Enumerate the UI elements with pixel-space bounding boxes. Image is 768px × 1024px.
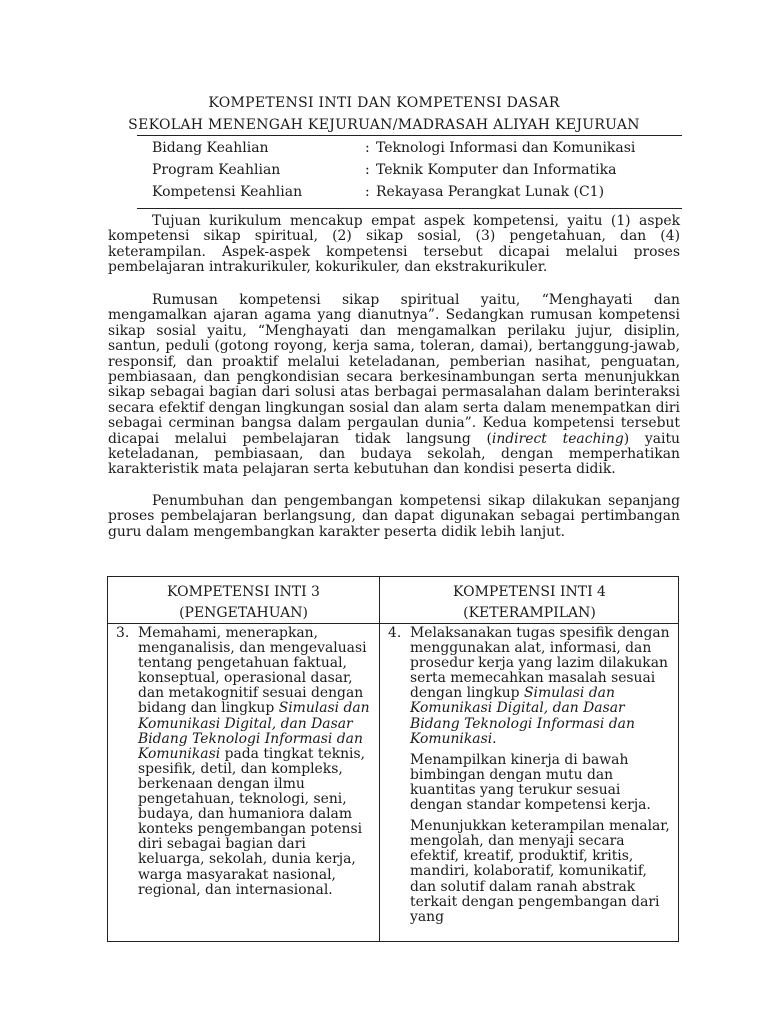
paragraph-text: ) yaitu keteladanan, pembiasaan, dan budaya sekolah, dengan memperhatikan karakteristik mata pelajaran serta kebutuhan dan kondisi peserta didik.	[108, 430, 681, 478]
ki4-header-title: KOMPETENSI INTI 4	[453, 584, 606, 600]
document-subtitle: SEKOLAH MENENGAH KEJURUAN/MADRASAH ALIYAH KEJURUAN	[128, 117, 640, 133]
ki3-number: 3.	[116, 625, 130, 641]
ki4-header	[380, 582, 679, 624]
ki4-number: 4.	[388, 625, 402, 641]
info-value: Teknik Komputer dan Informatika	[376, 162, 617, 178]
info-separator: :	[365, 162, 370, 178]
info-value: Rekayasa Perangkat Lunak (C1)	[376, 184, 605, 200]
info-divider	[137, 208, 682, 209]
top-divider	[137, 135, 682, 136]
ki3-header	[108, 582, 379, 624]
paragraph-tujuan: Tujuan kurikulum mencakup empat aspek kompetensi, yaitu (1) aspek kompetensi sikap spiritual, (2) sikap sosial, (3) pengetahuan, dan (4) keterampilan. Aspek-aspek kompetensi tersebut dicapai melalui proses pembelajaran intrakurikuler, kokurikuler, dan ekstrakurikuler.	[108, 213, 680, 276]
ki4-paragraph	[410, 626, 672, 747]
ki4-italic-scope: Simulasi dan Komunikasi Digital, dan Dasar Bidang Teknologi Informasi dan Komunikasi	[410, 685, 635, 747]
ki3-text	[138, 626, 374, 898]
info-label: Bidang Keahlian	[152, 140, 269, 156]
paragraph-penumbuhan: Penumbuhan dan pengembangan kompetensi sikap dilakukan sepanjang proses pembelajaran berlangsung, dan dapat digunakan sebagai pertimbangan guru dalam mengembangkan karakter peserta didik lebih lanjut.	[108, 493, 680, 540]
ki4-text-part: Melaksanakan tugas spesifik dengan menggunakan alat, informasi, dan prosedur kerja yang lazim dilakukan serta memecahkan masalah sesuai dengan lingkup	[410, 625, 670, 702]
ki3-text-part: Memahami, menerapkan, menganalisis, dan mengevaluasi tentang pengetahuan faktual, konseptual, operasional dasar, dan metakognitif sesuai dengan bidang dan lingkup	[138, 625, 367, 717]
info-separator: :	[365, 140, 370, 156]
ki4-paragraph: Menunjukkan keterampilan menalar, mengolah, dan menyaji secara efektif, kreatif, produktif, kritis, mandiri, kolaboratif, komunikatif, dan solutif dalam ranah abstrak terkait dengan pengembangan dari yang	[410, 818, 670, 925]
paragraph-text: Rumusan kompetensi sikap spiritual yaitu, “Menghayati dan mengamalkan ajaran agama yang dianutnya”. Sedangkan rumusan kompetensi sikap sosial yaitu, “Menghayati dan mengamalkan perilaku jujur, disiplin, santun, peduli (gotong royong, kerja sama, toleran, damai), bertanggung-jawab, responsif, dan proaktif melalui keteladanan, pemberian nasihat, penguatan, pembiasaan, dan pengkondisian secara berkesinambungan serta menunjukkan sikap sebagai bagian dari solusi atas berbagai permasalahan dalam berinteraksi secara efektif dengan lingkungan sosial dan alam serta dalam menempatkan diri sebagai cerminan bangsa dalam pergaulan dunia”. Kedua kompetensi tersebut dicapai melalui pembelajaran tidak langsung (	[108, 292, 680, 447]
italic-term: indirect teaching	[491, 430, 624, 447]
ki4-paragraph: Menampilkan kinerja di bawah bimbingan dengan mutu dan kuantitas yang terukur sesuai dengan standar kompetensi kerja.	[410, 751, 651, 814]
info-label: Kompetensi Keahlian	[152, 184, 303, 200]
info-label: Program Keahlian	[152, 162, 281, 178]
ki3-header-title: KOMPETENSI INTI 3	[167, 584, 320, 600]
document-title: KOMPETENSI INTI DAN KOMPETENSI DASAR	[208, 95, 560, 111]
ki4-header-subtitle: (KETERAMPILAN)	[463, 605, 596, 621]
ki3-header-subtitle: (PENGETAHUAN)	[179, 605, 308, 621]
ki3-text-part: pada tingkat teknis, spesifik, detil, dan kompleks, berkenaan dengan ilmu pengetahuan, teknologi, seni, budaya, dan humaniora dalam konteks pengembangan potensi diri sebagai bagian dari keluarga, sekolah, dunia kerja, warga masyarakat nasional, regional, dan internasional.	[138, 745, 366, 898]
ki3-italic-scope: Simulasi dan Komunikasi Digital, dan Dasar Bidang Teknologi Informasi dan Komunikasi	[138, 700, 370, 762]
kompetensi-table	[107, 576, 679, 942]
column-divider	[379, 577, 380, 941]
ki4-text	[410, 626, 672, 931]
info-separator: :	[365, 184, 370, 200]
ki4-text-part: .	[492, 730, 497, 747]
info-value: Teknologi Informasi dan Komunikasi	[376, 140, 636, 156]
paragraph-rumusan	[108, 293, 680, 478]
